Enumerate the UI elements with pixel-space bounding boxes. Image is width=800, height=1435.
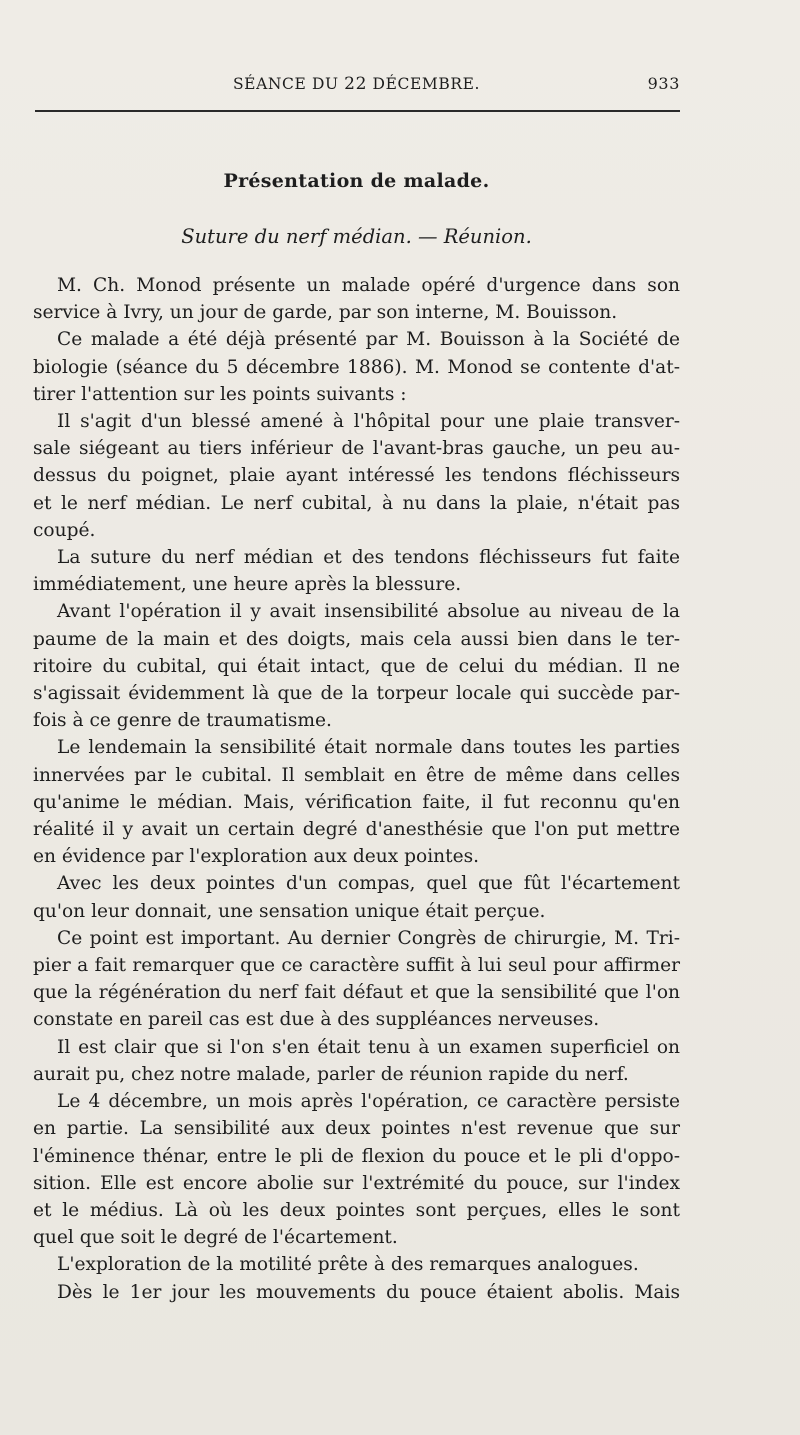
running-header	[33, 74, 680, 98]
text-line: aurait pu, chez notre malade, parler de réunion rapide du nerf.	[33, 1063, 629, 1085]
text-line: innervées par le cubital. Il semblait en être de même dans celles	[33, 764, 680, 786]
text-line: l'éminence thénar, entre le pli de flexion du pouce et le pli d'oppo-	[33, 1145, 680, 1167]
text-line: coupé.	[33, 519, 96, 541]
text-line: en évidence par l'exploration aux deux pointes.	[33, 846, 480, 868]
text-line: quel que soit le degré de l'écartement.	[33, 1227, 398, 1249]
text-line: fois à ce genre de traumatisme.	[33, 710, 332, 732]
section-title: Présentation de malade.	[223, 170, 490, 192]
running-title-suffix: DÉCEMBRE.	[367, 75, 481, 93]
text-line: réalité il y avait un certain degré d'anesthésie que l'on put mettre	[33, 819, 680, 841]
text-line: dessus du poignet, plaie ayant intéressé les tendons fléchisseurs	[33, 465, 680, 487]
text-line: que la régénération du nerf fait défaut et que la sensibilité que l'on	[33, 982, 680, 1004]
page-number: 933	[647, 74, 680, 93]
text-line: La suture du nerf médian et des tendons fléchisseurs fut faite	[57, 547, 680, 569]
text-line: qu'on leur donnait, une sensation unique était perçue.	[33, 900, 546, 922]
text-line: Il s'agit d'un blessé amené à l'hôpital pour une plaie transver-	[57, 411, 680, 433]
running-title-date: 22	[344, 74, 368, 94]
text-line: biologie (séance du 5 décembre 1886). M. Monod se contente d'at-	[33, 356, 680, 378]
text-line: M. Ch. Monod présente un malade opéré d'urgence dans son	[57, 275, 680, 296]
text-line: et le médius. Là où les deux pointes sont perçues, elles le sont	[33, 1199, 680, 1221]
text-line: Ce malade a été déjà présenté par M. Bouisson à la Société de	[57, 329, 680, 351]
text-line: Le 4 décembre, un mois après l'opération, ce caractère persiste	[57, 1091, 680, 1113]
text-line: s'agissait évidemment là que de la torpeur locale qui succède par-	[33, 683, 680, 705]
text-line: tirer l'attention sur les points suivants :	[33, 383, 407, 405]
body-text	[33, 272, 680, 1306]
text-line: immédiatement, une heure après la blessure.	[33, 574, 462, 596]
running-title-prefix: SÉANCE DU	[232, 75, 345, 93]
text-line: Dès le 1er jour les mouvements du pouce étaient abolis. Mais	[57, 1281, 680, 1303]
text-line: et le nerf médian. Le nerf cubital, à nu dans la plaie, n'était pas	[33, 492, 680, 514]
text-line: Ce point est important. Au dernier Congrès de chirurgie, M. Tri-	[57, 927, 680, 949]
text-line: ritoire du cubital, qui était intact, que de celui du médian. Il ne	[33, 655, 680, 677]
text-line: en partie. La sensibilité aux deux pointes n'est revenue que sur	[33, 1118, 680, 1140]
text-line: service à Ivry, un jour de garde, par son interne, M. Bouisson.	[33, 302, 618, 324]
text-line: Avec les deux pointes d'un compas, quel que fût l'écartement	[57, 873, 680, 895]
text-line: Il est clair que si l'on s'en était tenu à un examen superficiel on	[57, 1036, 680, 1058]
text-line: Le lendemain la sensibilité était normale dans toutes les parties	[57, 737, 680, 759]
text-line: qu'anime le médian. Mais, vérification faite, il fut reconnu qu'en	[33, 791, 680, 813]
header-rule	[35, 110, 680, 112]
text-line: Avant l'opération il y avait insensibilité absolue au niveau de la	[57, 601, 680, 623]
running-title	[33, 74, 680, 94]
text-line: paume de la main et des doigts, mais cela aussi bien dans le ter-	[33, 628, 680, 650]
text-line: pier a fait remarquer que ce caractère suffit à lui seul pour affirmer	[33, 955, 680, 977]
text-line: L'exploration de la motilité prête à des remarques analogues.	[57, 1254, 639, 1276]
text-line: constate en pareil cas est due à des suppléances nerveuses.	[33, 1009, 600, 1031]
text-line: sition. Elle est encore abolie sur l'extrémité du pouce, sur l'index	[33, 1172, 680, 1194]
subtitle: Suture du nerf médian. — Réunion.	[181, 225, 532, 248]
text-line: sale siégeant au tiers inférieur de l'avant-bras gauche, un peu au-	[33, 438, 680, 460]
